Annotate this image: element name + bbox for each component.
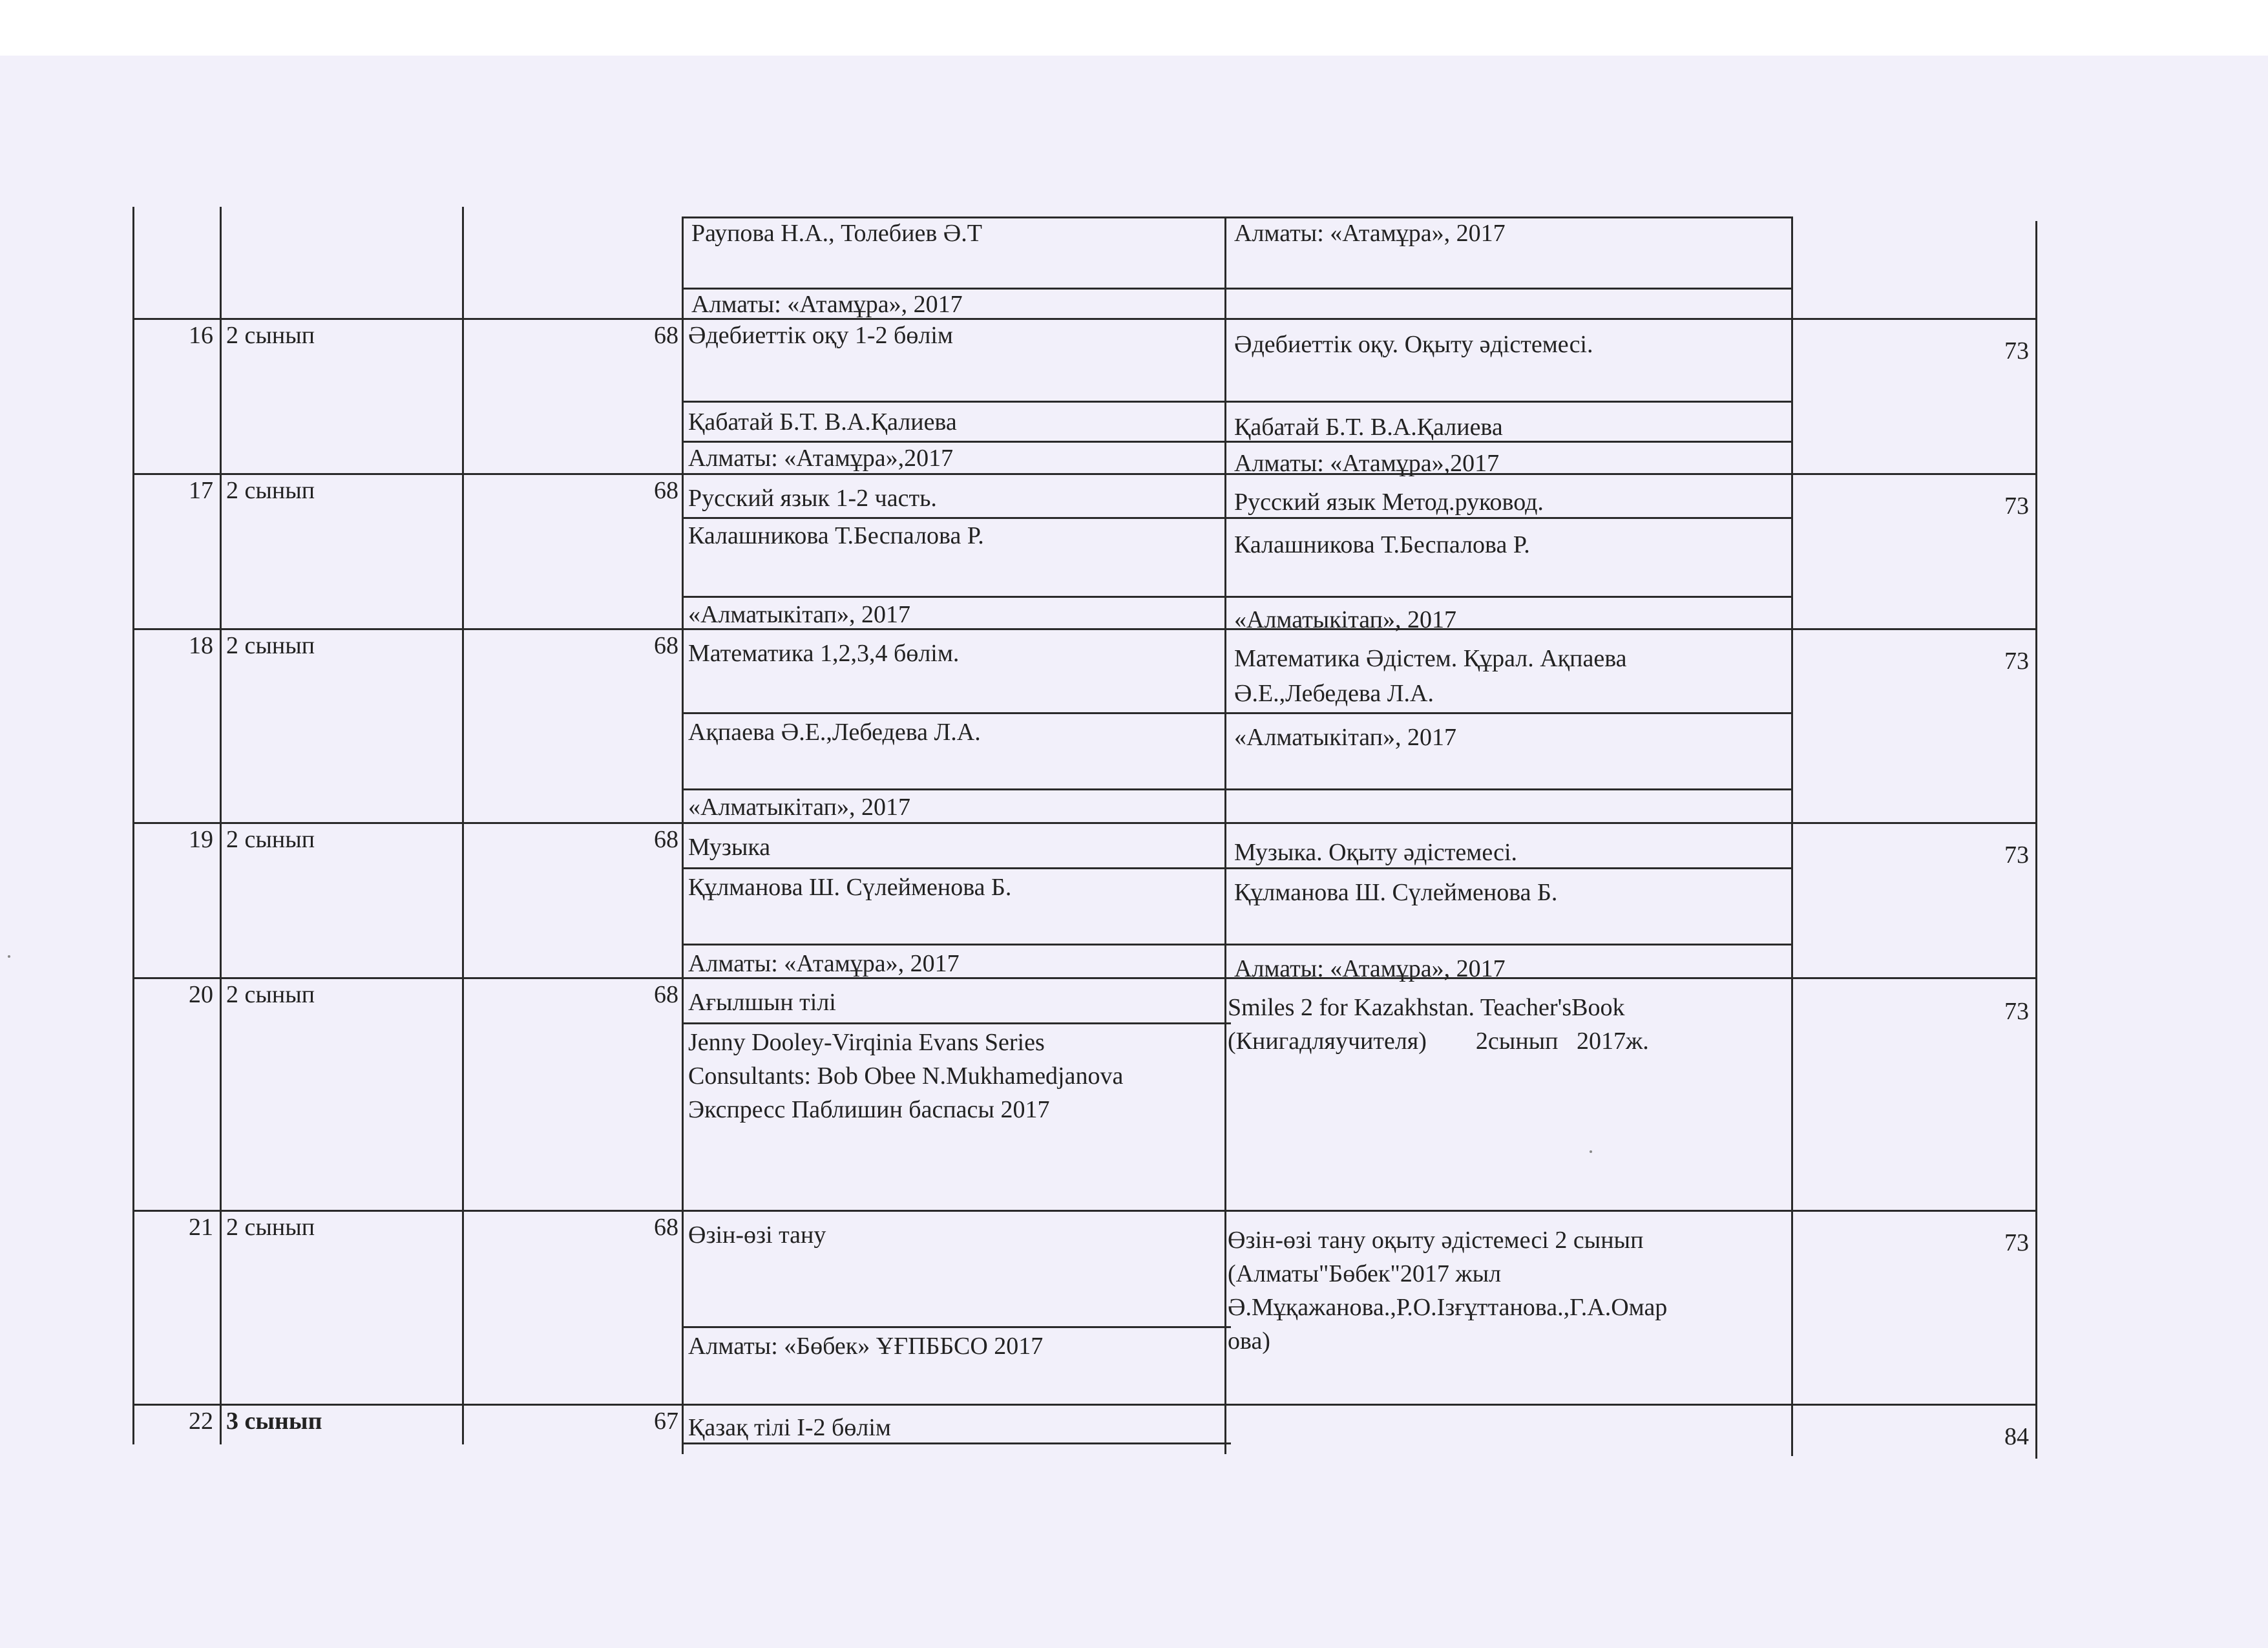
row17-sub1 bbox=[682, 517, 1793, 519]
row21-percent: 73 bbox=[2004, 1229, 2029, 1256]
row16-guide-title: Әдебиеттік оқу. Оқыту әдістемесі. bbox=[1234, 331, 1593, 358]
row16-book-title: Әдебиеттік оқу 1-2 бөлім bbox=[688, 322, 953, 349]
row21-book-title: Өзін-өзі тану bbox=[688, 1221, 826, 1249]
row18-guide-title-line2: Ә.Е.,Лебедева Л.А. bbox=[1234, 680, 1434, 707]
page-top-margin bbox=[0, 0, 2268, 56]
row19-guide-authors: Құлманова Ш. Сүлейменова Б. bbox=[1234, 879, 1558, 906]
row18-hours: 68 bbox=[654, 632, 678, 659]
row21-book-publisher: Алматы: «Бөбек» ҰҒПББСО 2017 bbox=[688, 1333, 1044, 1360]
row16-hours: 68 bbox=[654, 322, 678, 349]
col-line-guide bbox=[1791, 218, 1793, 1456]
row18-sub1 bbox=[682, 712, 1793, 714]
row18-percent: 73 bbox=[2004, 648, 2029, 675]
row16-sub1 bbox=[682, 401, 1793, 403]
row-line-16 bbox=[132, 318, 2037, 320]
row21-hours: 68 bbox=[654, 1214, 678, 1241]
row20-grade: 2 сынып bbox=[226, 981, 315, 1008]
row17-guide-authors: Калашникова Т.Беспалова Р. bbox=[1234, 531, 1530, 558]
row20-book-line1: Jenny Dooley-Virqinia Evans Series bbox=[688, 1029, 1045, 1056]
row21-guide-line4: ова) bbox=[1228, 1327, 1270, 1355]
row17-hours: 68 bbox=[654, 477, 678, 504]
row16-book-authors: Қабатай Б.Т. В.А.Қалиева bbox=[688, 408, 957, 436]
textbook-table bbox=[129, 207, 2068, 1454]
row19-no: 19 bbox=[189, 826, 213, 853]
top-book-authors: Раупова Н.А., Толебиев Ә.Т bbox=[691, 220, 982, 247]
row21-guide-line1: Өзін-өзі тану оқыту әдістемесі 2 сынып bbox=[1228, 1227, 1644, 1254]
row22-percent: 84 bbox=[2004, 1423, 2029, 1450]
row20-guide-line1: Smiles 2 for Kazakhstan. Teacher'sBook bbox=[1228, 994, 1625, 1021]
row20-book-title: Ағылшын тілі bbox=[688, 989, 836, 1016]
row20-percent: 73 bbox=[2004, 998, 2029, 1025]
row17-guide-publisher: «Алматыкітап», 2017 bbox=[1234, 606, 1457, 633]
row19-sub2 bbox=[682, 944, 1793, 945]
row20-book-line2: Consultants: Bob Obee N.Mukhamedjanova bbox=[688, 1062, 1124, 1090]
row16-percent: 73 bbox=[2004, 337, 2029, 364]
row16-book-publisher: Алматы: «Атамұра»,2017 bbox=[688, 445, 954, 472]
row22-grade: 3 сынып bbox=[226, 1408, 322, 1435]
row22-sub1 bbox=[682, 1442, 1231, 1444]
row22-book-title: Қазақ тілі І-2 бөлім bbox=[688, 1414, 891, 1441]
row-line-22 bbox=[132, 1404, 2037, 1406]
row20-hours: 68 bbox=[654, 981, 678, 1008]
row17-book-authors: Калашникова Т.Беспалова Р. bbox=[688, 522, 984, 549]
row18-book-authors: Ақпаева Ә.Е.,Лебедева Л.А. bbox=[688, 719, 981, 746]
row17-no: 17 bbox=[189, 477, 213, 504]
row21-guide-line3: Ә.Мұқажанова.,Р.О.Ізғұттанова.,Г.А.Омар bbox=[1228, 1294, 1668, 1321]
row17-guide-title: Русский язык Метод.руковод. bbox=[1234, 489, 1544, 516]
row21-grade: 2 сынып bbox=[226, 1214, 315, 1241]
row17-grade: 2 сынып bbox=[226, 477, 315, 504]
row17-percent: 73 bbox=[2004, 492, 2029, 520]
row-line-20 bbox=[132, 977, 2037, 979]
row21-guide-line2: (Алматы"Бөбек"2017 жыл bbox=[1228, 1260, 1502, 1287]
col-line-grade bbox=[462, 207, 464, 1444]
row18-grade: 2 сынып bbox=[226, 632, 315, 659]
row-line-19 bbox=[132, 822, 2037, 824]
row16-guide-authors: Қабатай Б.Т. В.А.Қалиева bbox=[1234, 414, 1503, 441]
row21-no: 21 bbox=[189, 1214, 213, 1241]
col-line-no bbox=[220, 207, 222, 1444]
row-line-21 bbox=[132, 1210, 2037, 1212]
row19-sub1 bbox=[682, 867, 1793, 869]
row22-no: 22 bbox=[189, 1408, 213, 1435]
row19-guide-publisher: Алматы: «Атамұра», 2017 bbox=[1234, 955, 1506, 982]
row19-guide-title: Музыка. Оқыту әдістемесі. bbox=[1234, 839, 1518, 866]
row20-guide-line2: (Книгадляучителя) 2сынып 2017ж. bbox=[1228, 1028, 1649, 1055]
top-book-publisher: Алматы: «Атамұра», 2017 bbox=[691, 291, 963, 318]
row16-no: 16 bbox=[189, 322, 213, 349]
row17-book-title: Русский язык 1-2 часть. bbox=[688, 485, 937, 512]
scan-speck bbox=[1590, 1150, 1592, 1153]
row19-book-title: Музыка bbox=[688, 834, 771, 861]
scan-speck bbox=[8, 955, 10, 958]
row18-book-title: Математика 1,2,3,4 бөлім. bbox=[688, 640, 960, 667]
row-line-17 bbox=[132, 473, 2037, 475]
row19-percent: 73 bbox=[2004, 841, 2029, 869]
row21-sub1 bbox=[682, 1326, 1231, 1328]
col-line-right bbox=[2035, 221, 2037, 1459]
row20-book-line3: Экспресс Паблишин баспасы 2017 bbox=[688, 1096, 1050, 1123]
row16-grade: 2 сынып bbox=[226, 322, 315, 349]
row18-book-publisher: «Алматыкітап», 2017 bbox=[688, 794, 911, 821]
row17-sub2 bbox=[682, 596, 1793, 598]
row22-hours: 67 bbox=[654, 1408, 678, 1435]
row18-guide-title-line1: Математика Әдістем. Құрал. Ақпаева bbox=[1234, 645, 1627, 672]
row18-sub2 bbox=[682, 788, 1793, 790]
row18-no: 18 bbox=[189, 632, 213, 659]
row16-guide-publisher: Алматы: «Атамұра»,2017 bbox=[1234, 450, 1500, 477]
row18-guide-publisher: «Алматыкітап», 2017 bbox=[1234, 724, 1457, 751]
row19-book-publisher: Алматы: «Атамұра», 2017 bbox=[688, 950, 960, 977]
row19-book-authors: Құлманова Ш. Сүлейменова Б. bbox=[688, 874, 1012, 901]
col-line-left bbox=[132, 207, 134, 1444]
row19-grade: 2 сынып bbox=[226, 826, 315, 853]
row17-book-publisher: «Алматыкітап», 2017 bbox=[688, 601, 911, 628]
row20-sub1 bbox=[682, 1022, 1231, 1024]
row-line-18 bbox=[132, 628, 2037, 630]
top-guide-publisher: Алматы: «Атамұра», 2017 bbox=[1234, 220, 1506, 247]
row19-hours: 68 bbox=[654, 826, 678, 853]
row20-no: 20 bbox=[189, 981, 213, 1008]
